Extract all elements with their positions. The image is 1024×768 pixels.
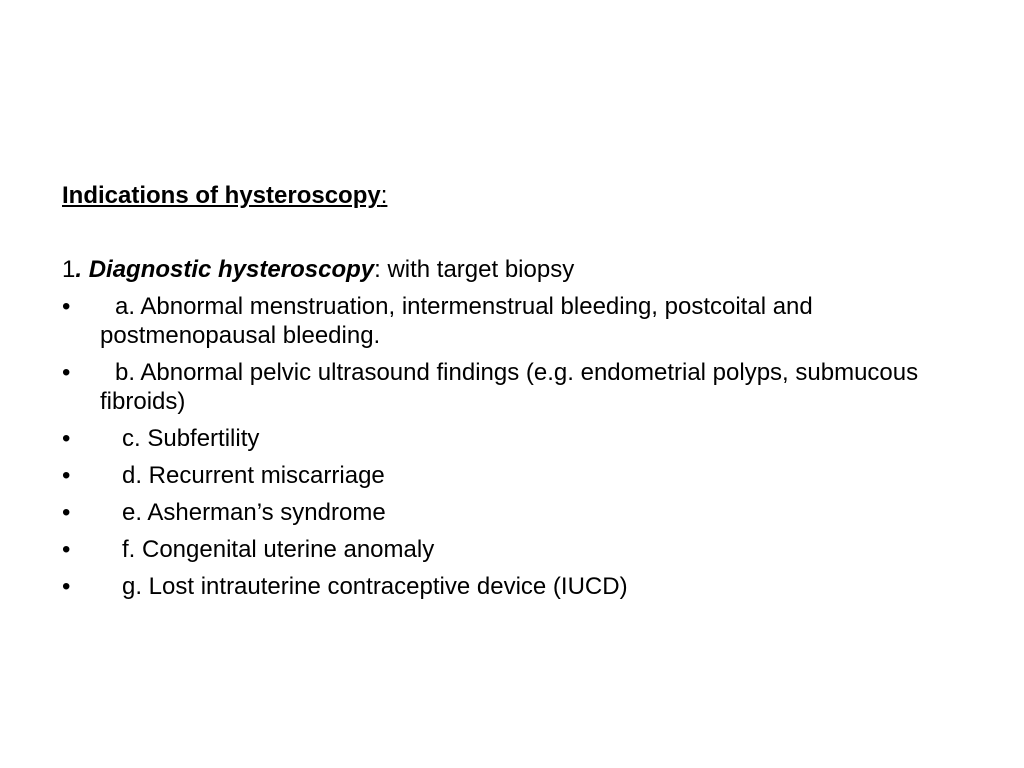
list-item <box>62 498 992 527</box>
bullet-icon: • <box>62 359 71 386</box>
list-item <box>62 461 992 490</box>
heading-text: Indications of hysteroscopy <box>62 182 381 209</box>
slide-content <box>62 181 992 609</box>
list-item <box>62 292 992 350</box>
section-subtitle: : with target biopsy <box>374 256 575 283</box>
list-item <box>62 358 992 416</box>
bullet-icon: • <box>62 462 71 489</box>
list-item-text: c. Subfertility <box>122 425 260 452</box>
section-title: . Diagnostic hysteroscopy <box>75 256 375 283</box>
bullet-icon: • <box>62 293 71 320</box>
list-item-text: b. Abnormal pelvic ultrasound findings (e.g. endometrial polyps, submucous fibroids) <box>100 359 919 415</box>
list-item-text: g. Lost intrauterine contraceptive device (IUCD) <box>122 573 628 600</box>
section-number: 1 <box>62 256 76 283</box>
list-item-text: d. Recurrent miscarriage <box>122 462 385 489</box>
section-heading <box>62 255 992 287</box>
heading-colon: : <box>380 182 388 209</box>
list-item <box>62 535 992 564</box>
indication-list <box>62 292 992 601</box>
bullet-icon: • <box>62 536 71 563</box>
list-item-text: e. Asherman’s syndrome <box>122 499 386 526</box>
list-item-text: f. Congenital uterine anomaly <box>122 536 435 563</box>
bullet-icon: • <box>62 573 71 600</box>
slide-heading <box>62 181 992 213</box>
bullet-icon: • <box>62 425 71 452</box>
bullet-icon: • <box>62 499 71 526</box>
list-item <box>62 572 992 601</box>
list-item <box>62 424 992 453</box>
list-item-text: a. Abnormal menstruation, intermenstrual bleeding, postcoital and postmenopausal bleeding. <box>100 293 813 349</box>
